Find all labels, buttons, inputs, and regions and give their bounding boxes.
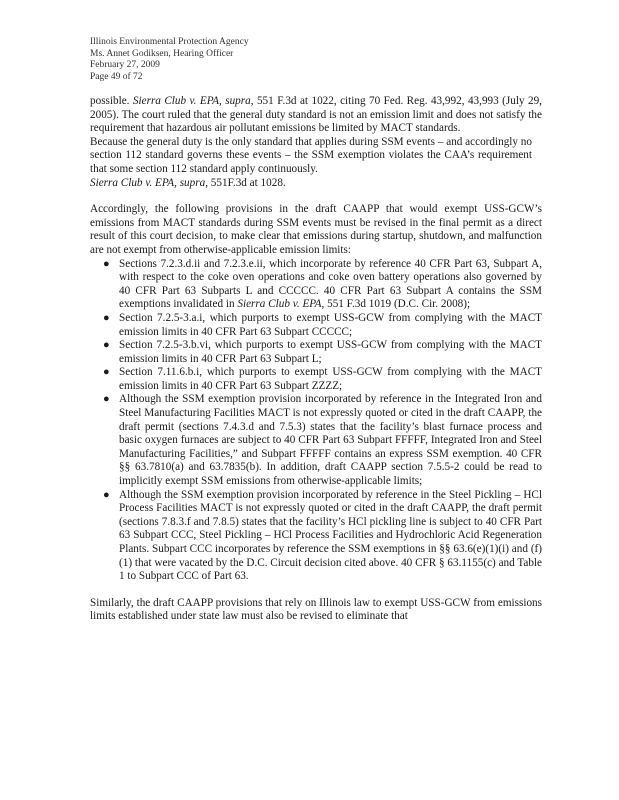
page-header (90, 37, 249, 83)
bullet-icon: ● (103, 366, 110, 379)
intro-paragraph (90, 95, 542, 136)
closing-paragraph: Similarly, the draft CAAPP provisions that rely on Illinois law to exempt USS-GCW from emissions limits established under state law must also be revised to eliminate that (90, 596, 542, 623)
list-item: ● Section 7.2.5-3.a.i, which purports to exempt USS-GCW from complying with the MACT emission limits in 40 CFR Part 63 Subpart CCCCC; (103, 311, 542, 338)
header-recipient: Ms. Annet Godiksen, Hearing Officer (90, 48, 234, 59)
intro-rest: , 551 F.3d at 1022, citing 70 Fed. Reg. 43,992, 43,993 (July 29, 2005). The court ruled that the general duty standard is not an emission limit and does not satisfy the requirement that hazardous air pollutant emissions be limited by MACT standards. (90, 95, 542, 135)
bullet-icon: ● (103, 488, 110, 501)
bullet-icon: ● (103, 257, 110, 270)
citation-rest: , 551F.3d at 1028. (205, 176, 286, 189)
bullet-icon: ● (103, 311, 110, 324)
header-date: February 27, 2009 (90, 60, 160, 70)
bullet-icon: ● (103, 339, 110, 352)
header-page-number: Page 49 of 72 (90, 71, 143, 82)
list-item: ● Although the SSM exemption provision incorporated by reference in the Steel Pickling – HCl Process Facilities MACT is not expressly quoted or cited in the draft CAAPP, the draft permit (sections 7.8.3.f and 7.8.5) states that the facility’s HCl pickling line is subject to 40 CFR Part 63 Subpart CCC, Steel Pickling – HCl Process Facilities and Hydrochloric Acid Regeneration Plants. Subpart CCC incorporates by reference the SSM exemptions in §§ 63.6(e)(1)(i) and (f)(1) that were vacated by the D.C. Circuit decision cited above. 40 CFR § 63.1155(c) and Table 1 to Subpart CCC of Part 63. (103, 488, 542, 583)
list-item: ● Section 7.11.6.b.i, which purports to exempt USS-GCW from complying with the MACT emission limits in 40 CFR Part 63 Subpart ZZZZ; (103, 366, 542, 392)
intro-start: possible. (90, 95, 133, 107)
block-quote: Because the general duty is the only standard that applies during SSM events – and accordingly no section 112 standard governs these events – the SSM exemption violates the CAA’s requirement that some section 112 standard apply continuously. (90, 135, 532, 175)
provisions-list (90, 258, 542, 584)
intro-case-citation: Sierra Club v. EPA, supra (132, 95, 251, 107)
citation-case: Sierra Club v. EPA, supra (90, 176, 206, 189)
list-item: ● Section 7.2.5-3.b.vi, which purports to exempt USS-GCW from complying with the MACT emission limits in 40 CFR Part 63 Subpart L; (103, 339, 542, 365)
quote-citation (90, 177, 542, 191)
list-item: ● Sections 7.2.3.d.ii and 7.2.3.e.ii, which incorporate by reference 40 CFR Part 63, Subpart A, with respect to the coke oven operations and coke oven battery operations also governed by 40 CFR Part 63 Subparts L and CCCCC. 40 CFR Part 63 Subpart A contains the SSM exemptions invalidated in Sierra Club v. EPA, 551 F.3d 1019 (D.C. Cir. 2008); (103, 257, 542, 311)
header-agency: Illinois Environmental Protection Agency (90, 37, 249, 47)
case-citation: Sierra Club v. EPA (237, 298, 322, 311)
accordingly-paragraph: Accordingly, the following provisions in the draft CAAPP that would exempt USS-GCW’s emissions from MACT standards during SSM events must be revised in the final permit as a direct result of this court decision, to make clear that emissions during startup, shutdown, and malfunction are not exempt from otherwise-applicable emission limits: (90, 203, 542, 256)
bullet-icon: ● (103, 393, 110, 406)
list-item: ● Although the SSM exemption provision incorporated by reference in the Integrated Iron and Steel Manufacturing Facilities MACT is not expressly quoted or cited in the draft CAAPP, the draft permit (sections 7.4.3.d and 7.5.3) states that the facility’s blast furnace process and basic oxygen furnaces are subject to 40 CFR Part 63 Subpart FFFFF, Integrated Iron and Steel Manufacturing Facilities,” and Subpart FFFFF contains an express SSM exemption. 40 CFR §§ 63.7810(a) and 63.7835(b). In addition, draft CAAPP section 7.5.5-2 could be read to implicitly exempt SSM emissions from otherwise-applicable limits; (103, 393, 542, 488)
document-body (90, 95, 542, 624)
